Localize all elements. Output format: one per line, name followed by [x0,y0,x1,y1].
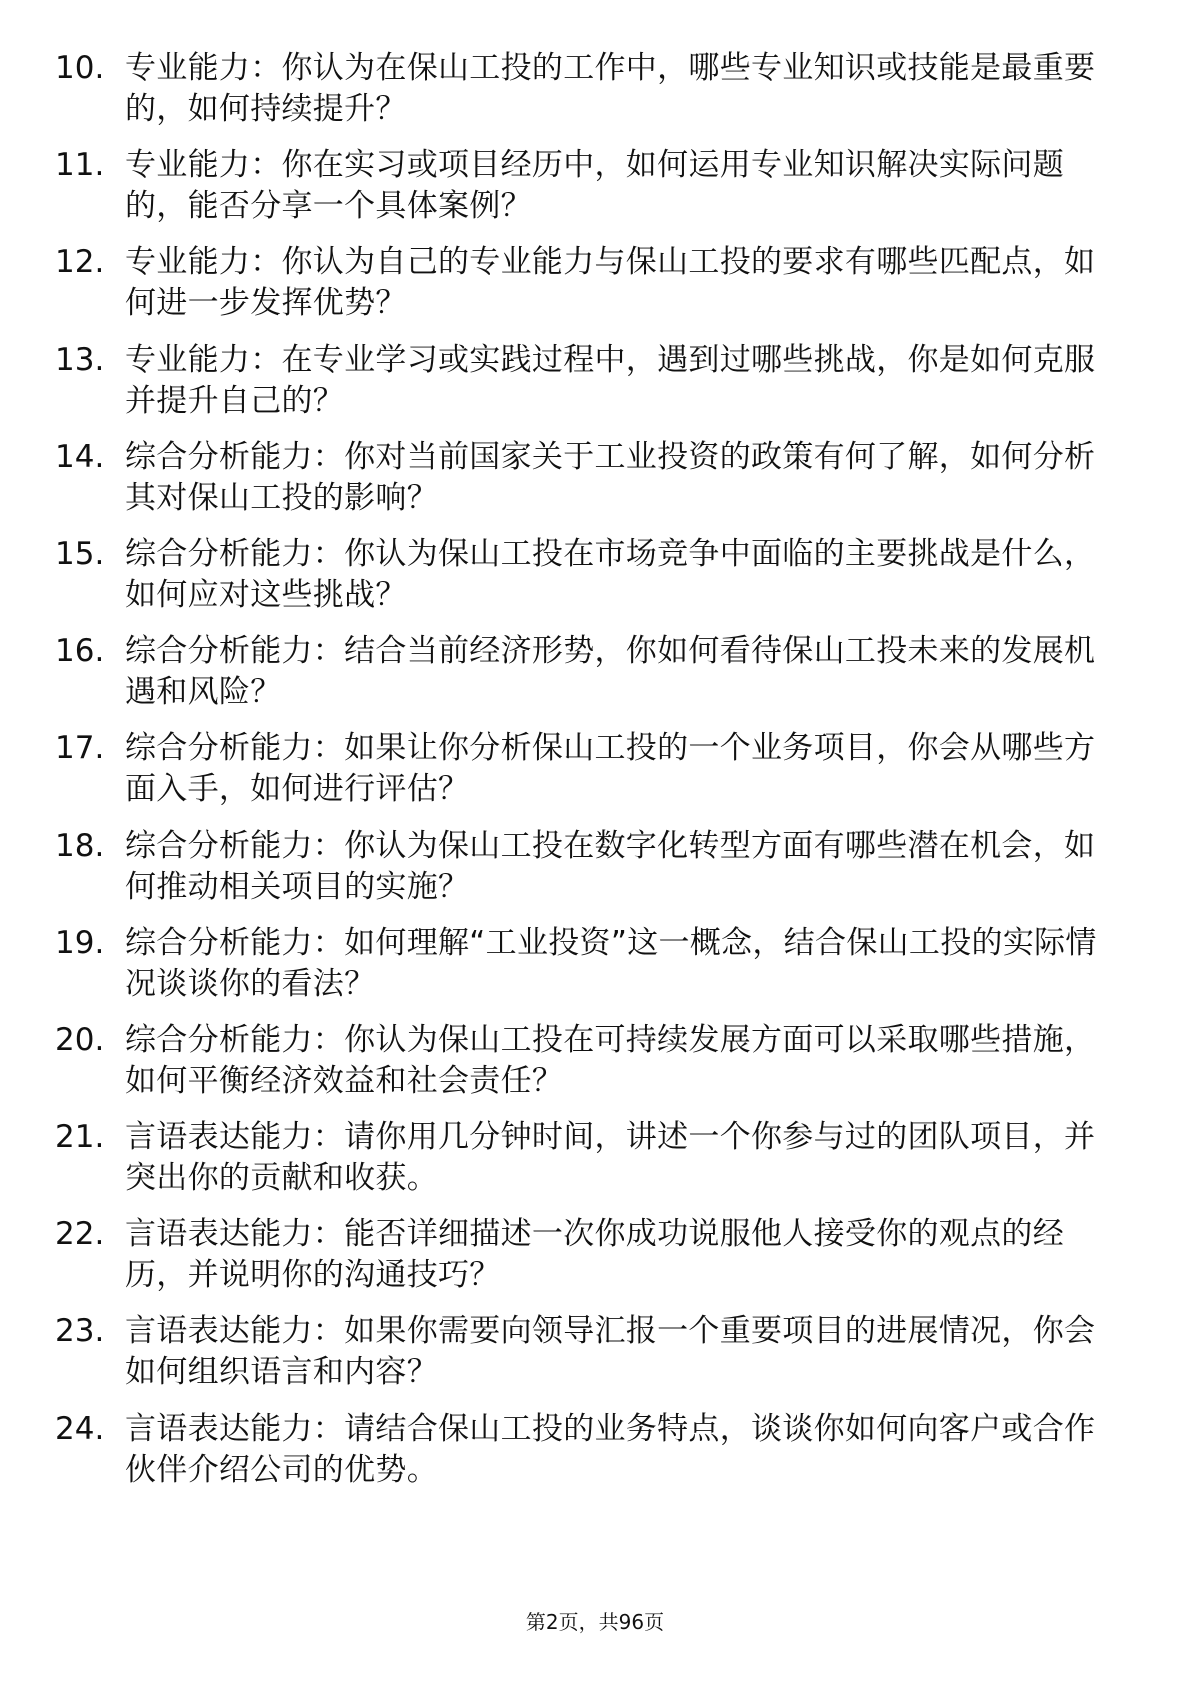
question-item [55,728,1135,810]
question-item [55,48,1135,130]
question-number: 10. [55,50,105,86]
question-item [55,826,1135,908]
question-item [55,1020,1135,1102]
question-item [55,437,1135,519]
question-number: 22. [55,1216,105,1253]
question-item [55,1409,1135,1491]
question-number: 14. [55,438,105,475]
question-item [55,631,1135,713]
question-item [55,242,1135,324]
question-number: 23. [55,1313,105,1350]
question-text: 综合分析能力：你认为保山工投在数字化转型方面有哪些潜在机会，如何推动相关项目的实施？ [125,827,1096,905]
question-number: 20. [55,1021,105,1058]
question-item [55,145,1135,227]
question-text: 综合分析能力：你认为保山工投在市场竞争中面临的主要挑战是什么，如何应对这些挑战？ [125,535,1096,613]
question-number: 19. [55,924,105,961]
question-text: 言语表达能力：请结合保山工投的业务特点，谈谈你如何向客户或合作伙伴介绍公司的优势。 [125,1410,1096,1488]
question-number: 16. [55,633,105,670]
question-number: 11. [55,147,105,184]
question-number: 15. [55,535,105,572]
question-item [55,1311,1135,1393]
question-item [55,1117,1135,1199]
question-item [55,340,1135,422]
question-text: 专业能力：你认为在保山工投的工作中，哪些专业知识或技能是最重要的，如何持续提升？ [125,50,1096,127]
question-number: 12. [55,244,105,281]
question-number: 13. [55,341,105,378]
page-footer: 第2页，共96页 [525,1610,665,1634]
question-text: 专业能力：在专业学习或实践过程中，遇到过哪些挑战，你是如何克服并提升自己的？ [125,341,1096,419]
question-item [55,534,1135,616]
question-item [55,923,1135,1005]
question-number: 24. [55,1410,105,1447]
question-text: 综合分析能力：如果让你分析保山工投的一个业务项目，你会从哪些方面入手，如何进行评估？ [125,730,1096,808]
question-text: 言语表达能力：请你用几分钟时间，讲述一个你参与过的团队项目，并突出你的贡献和收获。 [125,1119,1096,1197]
question-text: 综合分析能力：结合当前经济形势，你如何看待保山工投未来的发展机遇和风险？ [125,633,1096,711]
question-number: 17. [55,730,105,767]
question-number: 21. [55,1119,105,1156]
question-text: 言语表达能力：如果你需要向领导汇报一个重要项目的进展情况，你会如何组织语言和内容？ [125,1313,1096,1391]
question-text: 综合分析能力：你对当前国家关于工业投资的政策有何了解，如何分析其对保山工投的影响？ [125,438,1096,516]
question-text: 专业能力：你认为自己的专业能力与保山工投的要求有哪些匹配点，如何进一步发挥优势？ [125,244,1096,322]
question-text: 专业能力：你在实习或项目经历中，如何运用专业知识解决实际问题的，能否分享一个具体案例？ [125,147,1064,225]
question-text: 综合分析能力：你认为保山工投在可持续发展方面可以采取哪些措施，如何平衡经济效益和社会责任？ [125,1021,1096,1099]
question-list [55,48,1135,1506]
question-number: 18. [55,827,105,864]
question-item [55,1214,1135,1296]
question-text: 言语表达能力：能否详细描述一次你成功说服他人接受你的观点的经历，并说明你的沟通技巧？ [125,1216,1064,1294]
question-text: 综合分析能力：如何理解“工业投资”这一概念，结合保山工投的实际情况谈谈你的看法？ [125,924,1097,1002]
